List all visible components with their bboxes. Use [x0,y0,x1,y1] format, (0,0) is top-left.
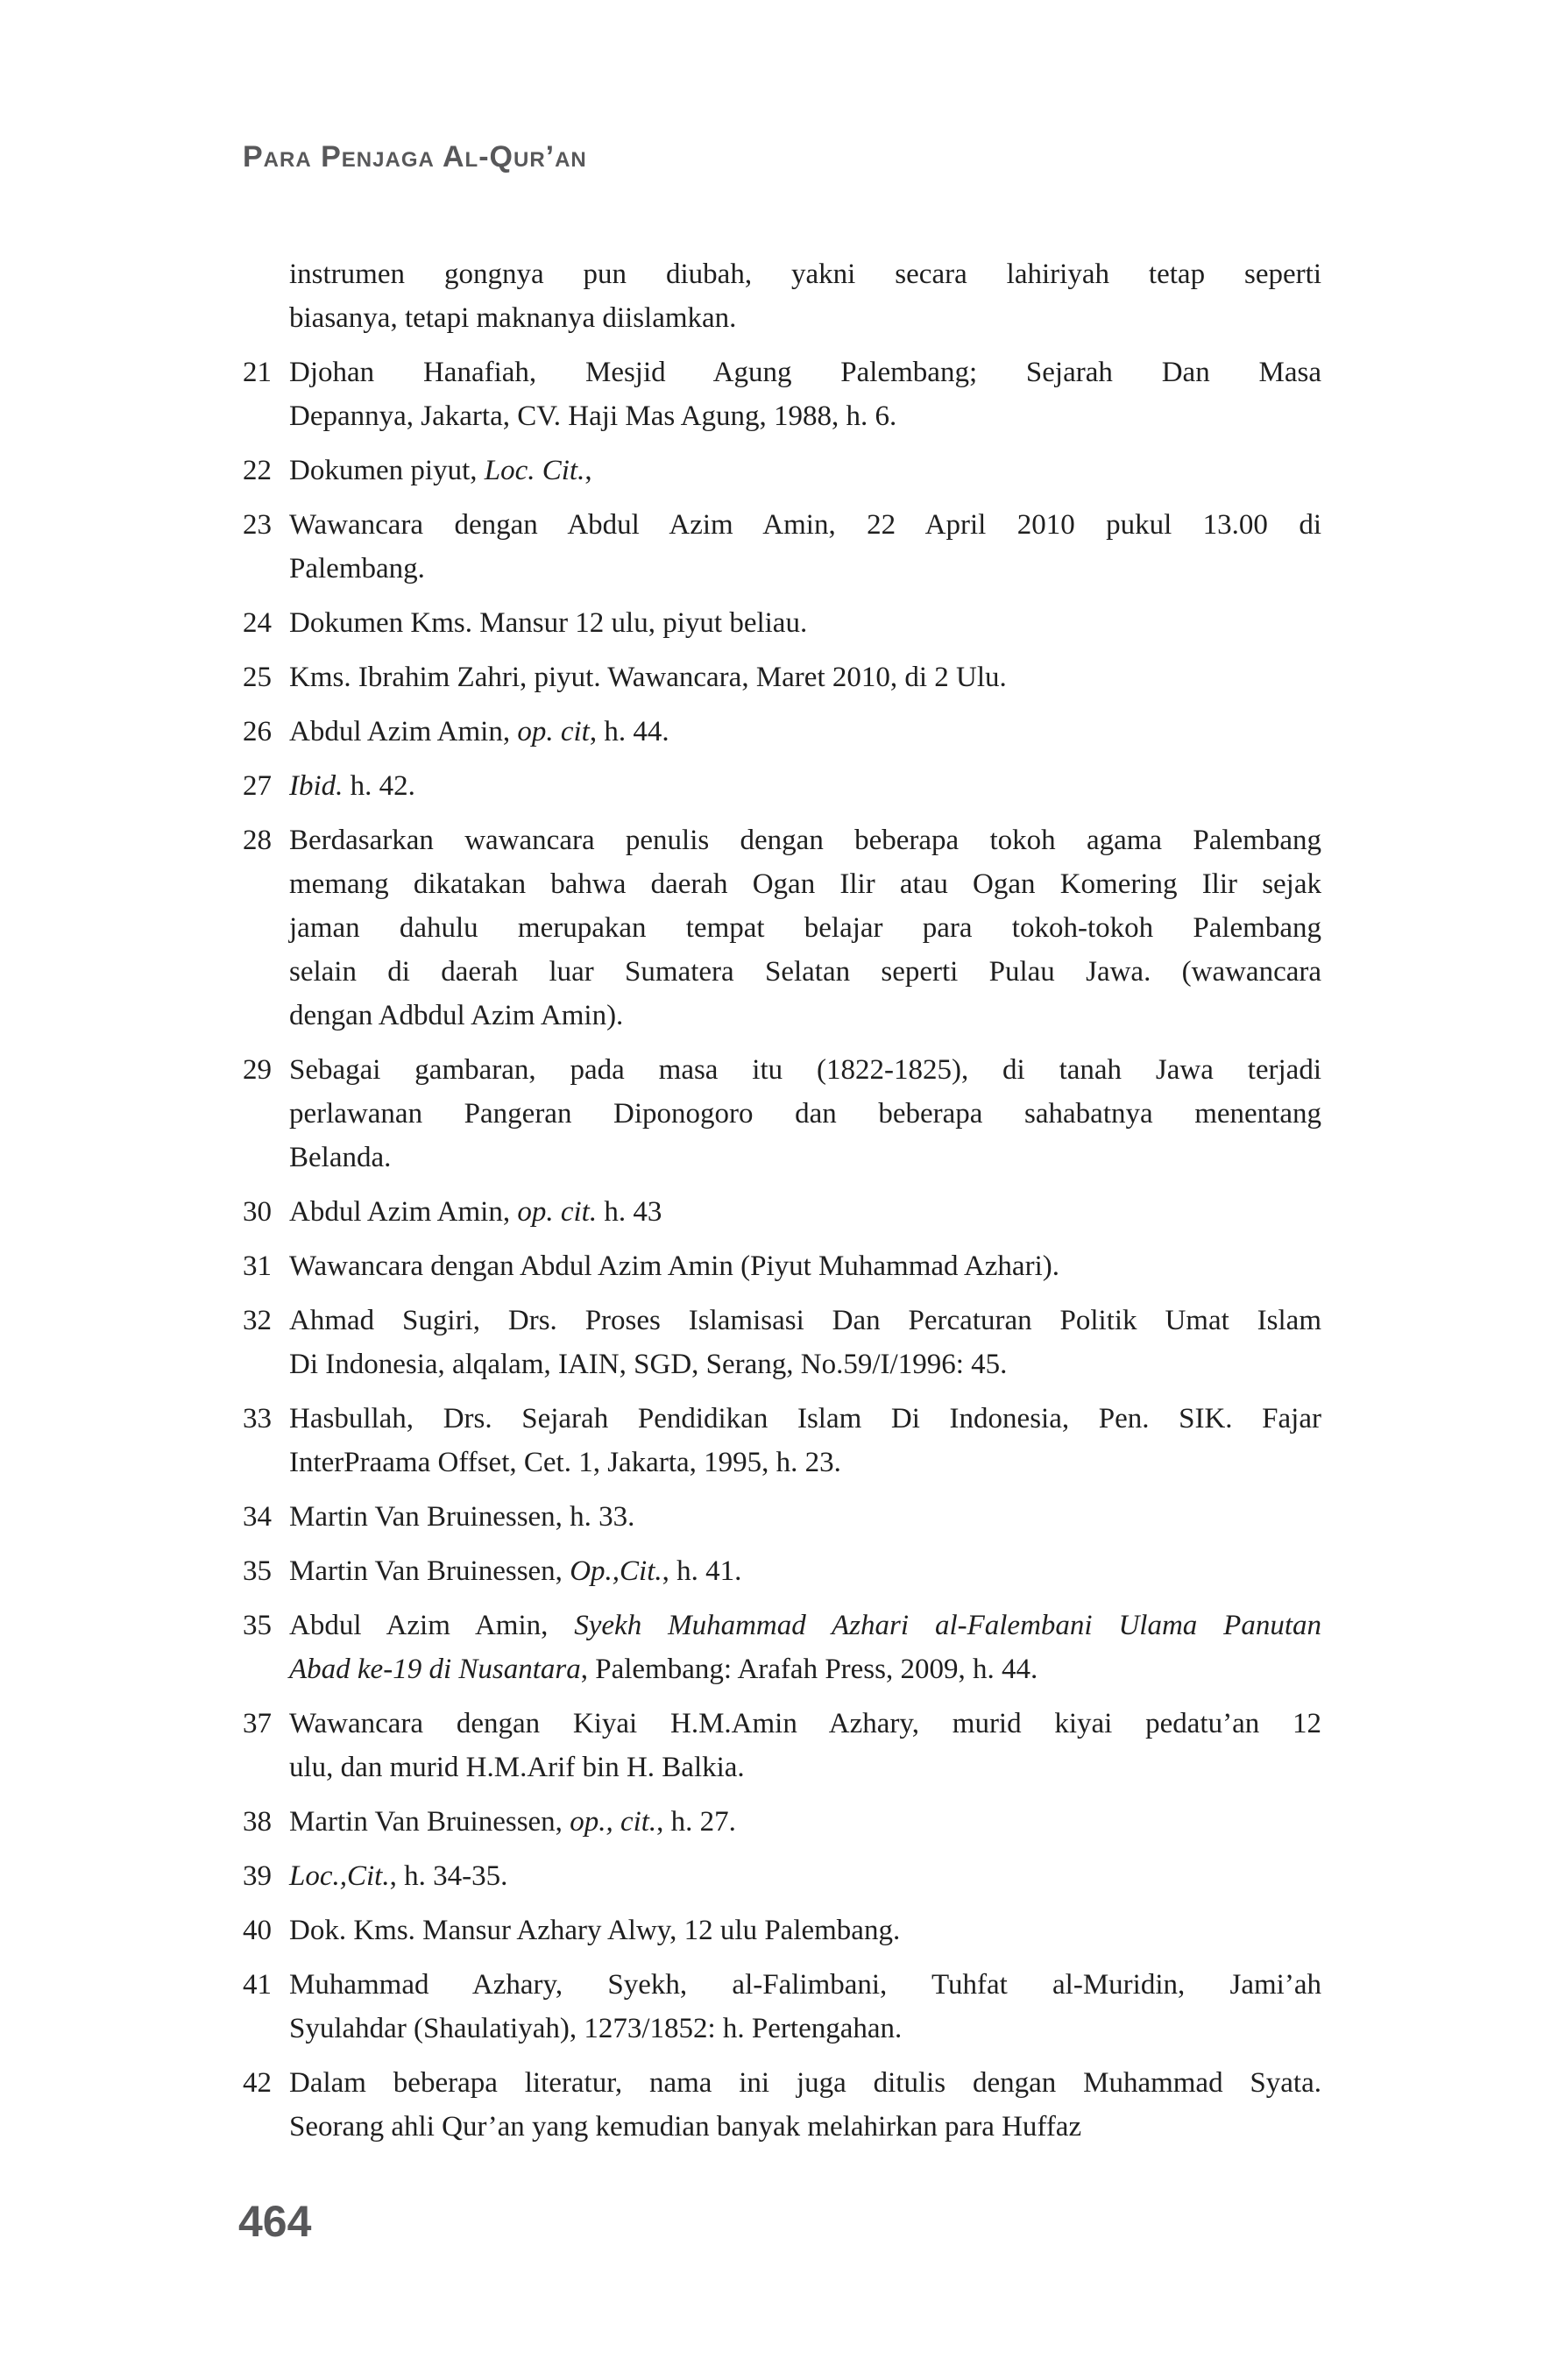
footnote-segment: Berdasarkan wawancara penulis dengan beberapa tokoh agama Palembang [289,825,1321,856]
footnote-line [289,1746,1321,1789]
footnote-segment: instrumen gongnya pun diubah, yakni secara lahiriyah tetap seperti [289,259,1321,290]
footnote-segment-italic: Loc.,Cit. [289,1860,390,1892]
footnote-item [243,710,1321,754]
footnote-line [289,710,1321,754]
footnote-line [289,1136,1321,1179]
footnote-text [289,1244,1321,1288]
footnotes-list [243,252,1321,2149]
footnote-text [289,818,1321,1038]
footnote-line [289,1441,1321,1484]
footnote-text [289,351,1321,438]
footnote-segment: ulu, dan murid H.M.Arif bin H. Balkia. [289,1752,745,1783]
footnote-item [243,449,1321,492]
footnote-segment: Muhammad Azhary, Syekh, al-Falimbani, Tuhfat al-Muridin, Jami’ah [289,1969,1321,2001]
footnote-number: 26 [243,716,272,747]
footnote-segment-italic: op. cit [517,716,590,747]
footnote-line [289,1244,1321,1288]
footnote-item [243,252,1321,340]
footnote-item [243,1909,1321,1952]
footnote-line [289,1647,1321,1691]
footnote-number: 37 [243,1708,272,1739]
footnote-segment: Kms. Ibrahim Zahri, piyut. Wawancara, Maret 2010, di 2 Ulu. [289,662,1007,693]
footnote-segment: perlawanan Pangeran Diponogoro dan beberapa sahabatnya menentang [289,1098,1321,1130]
footnote-line [289,906,1321,950]
footnote-segment: , h. 34-35. [389,1860,508,1892]
footnote-text [289,764,1321,808]
footnote-line [289,1854,1321,1898]
page-number: 464 [238,2197,312,2246]
footnote-text [289,503,1321,591]
footnote-item [243,601,1321,645]
footnote-line [289,1963,1321,2007]
footnote-text [289,655,1321,699]
footnote-segment: Wawancara dengan Abdul Azim Amin, 22 April 2010 pukul 13.00 di [289,509,1321,541]
footnote-line [289,2105,1321,2149]
footnote-number: 31 [243,1250,272,1282]
footnote-item [243,351,1321,438]
footnote-line [289,818,1321,862]
footnote-item [243,1299,1321,1386]
footnote-text [289,601,1321,645]
footnote-text [289,1800,1321,1844]
footnote-item [243,1244,1321,1288]
footnote-segment-italic: op. cit. [517,1196,598,1228]
footnote-segment: h. 42. [343,770,415,802]
footnote-segment: Ahmad Sugiri, Drs. Proses Islamisasi Dan Percaturan Politik Umat Islam [289,1305,1321,1336]
footnote-line [289,252,1321,296]
footnote-item [243,1549,1321,1593]
footnote-line [289,1495,1321,1539]
footnote-text [289,1048,1321,1179]
footnote-segment: Seorang ahli Qur’an yang kemudian banyak melahirkan para Huffaz [289,2111,1082,2143]
footnote-text [289,1702,1321,1789]
footnote-text [289,1854,1321,1898]
footnote-line [289,1604,1321,1647]
footnote-segment: Dokumen piyut, [289,455,485,486]
footnote-item [243,1800,1321,1844]
footnote-segment-italic: Ibid. [289,770,343,802]
footnote-segment: Djohan Hanafiah, Mesjid Agung Palembang; Sejarah Dan Masa [289,357,1321,388]
footnote-number: 22 [243,455,272,486]
footnote-number: 24 [243,607,272,639]
footnote-segment-italic: Abad ke-19 di Nusantara [289,1654,581,1685]
footnote-line [289,449,1321,492]
footnote-segment: memang dikatakan bahwa daerah Ogan Ilir atau Ogan Komering Ilir sejak [289,868,1321,900]
footnote-item [243,1048,1321,1179]
footnote-text [289,710,1321,754]
footnote-number: 32 [243,1305,272,1336]
chapter-header: Para Penjaga Al-Qur’an [243,140,587,174]
footnote-segment: h. 43 [597,1196,662,1228]
footnote-line [289,547,1321,591]
footnote-item [243,1397,1321,1484]
footnote-line [289,994,1321,1038]
footnote-line [289,1549,1321,1593]
footnote-line [289,2007,1321,2051]
footnote-number: 25 [243,662,272,693]
footnote-number: 40 [243,1915,272,1946]
footnote-item [243,764,1321,808]
footnote-line [289,950,1321,994]
footnote-segment-italic: op., cit. [570,1806,657,1838]
footnote-segment: Wawancara dengan Abdul Azim Amin (Piyut Muhammad Azhari). [289,1250,1059,1282]
footnote-segment: Martin Van Bruinessen, [289,1555,570,1587]
footnote-text [289,449,1321,492]
footnote-item [243,818,1321,1038]
footnote-number: 21 [243,357,272,388]
footnote-text [289,1909,1321,1952]
footnote-line [289,655,1321,699]
footnote-text [289,1495,1321,1539]
footnote-segment: Palembang. [289,553,425,584]
footnote-text [289,1190,1321,1234]
footnote-segment: Martin Van Bruinessen, [289,1806,570,1838]
footnote-item [243,2061,1321,2149]
footnote-segment: , h. 27. [656,1806,736,1838]
footnote-segment-italic: Op.,Cit. [570,1555,662,1587]
footnote-item [243,1702,1321,1789]
footnote-segment: dengan Adbdul Azim Amin). [289,1000,624,1031]
footnote-segment-italic: Loc. Cit. [484,455,585,486]
footnote-segment: , h. 44. [589,716,669,747]
footnote-line [289,862,1321,906]
footnote-text [289,1299,1321,1386]
footnote-segment: InterPraama Offset, Cet. 1, Jakarta, 1995, h. 23. [289,1447,841,1478]
footnote-item [243,1854,1321,1898]
footnote-number: 30 [243,1196,272,1228]
footnote-line [289,764,1321,808]
footnote-segment: Depannya, Jakarta, CV. Haji Mas Agung, 1988, h. 6. [289,400,897,432]
footnote-segment: Syulahdar (Shaulatiyah), 1273/1852: h. Pertengahan. [289,2013,903,2044]
footnote-segment: Dok. Kms. Mansur Azhary Alwy, 12 ulu Palembang. [289,1915,901,1946]
footnote-text [289,2061,1321,2149]
footnote-text [289,1604,1321,1691]
footnote-line [289,296,1321,340]
footnote-line [289,394,1321,438]
footnote-line [289,351,1321,394]
footnote-line [289,2061,1321,2105]
footnote-line [289,1190,1321,1234]
footnote-number: 33 [243,1403,272,1434]
footnote-item [243,1604,1321,1691]
footnote-segment: Martin Van Bruinessen, h. 33. [289,1501,635,1533]
footnote-segment: Belanda. [289,1142,392,1173]
footnote-segment: selain di daerah luar Sumatera Selatan seperti Pulau Jawa. (wawancara [289,956,1321,988]
footnote-segment: Hasbullah, Drs. Sejarah Pendidikan Islam Di Indonesia, Pen. SIK. Fajar [289,1403,1321,1434]
footnote-line [289,1048,1321,1092]
footnote-segment: , Palembang: Arafah Press, 2009, h. 44. [580,1654,1038,1685]
footnote-number: 35 [243,1610,272,1641]
footnote-number: 41 [243,1969,272,2001]
footnote-text [289,1963,1321,2051]
footnote-number: 23 [243,509,272,541]
footnote-item [243,1495,1321,1539]
footnote-number: 28 [243,825,272,856]
footnote-number: 42 [243,2067,272,2099]
footnote-segment: Abdul Azim Amin, [289,716,518,747]
footnote-line [289,1092,1321,1136]
footnote-item [243,1963,1321,2051]
footnote-number: 27 [243,770,272,802]
footnote-line [289,1702,1321,1746]
footnote-segment: Wawancara dengan Kiyai H.M.Amin Azhary, murid kiyai pedatu’an 12 [289,1708,1321,1739]
footnote-text [289,1397,1321,1484]
footnote-line [289,601,1321,645]
footnote-segment: Dalam beberapa literatur, nama ini juga ditulis dengan Muhammad Syata. [289,2067,1321,2099]
footnote-text [289,1549,1321,1593]
footnote-number: 29 [243,1054,272,1086]
footnote-segment: jaman dahulu merupakan tempat belajar para tokoh-tokoh Palembang [289,912,1321,944]
footnote-segment: , h. 41. [662,1555,742,1587]
footnote-number: 39 [243,1860,272,1892]
footnote-segment: biasanya, tetapi maknanya diislamkan. [289,302,737,334]
footnote-line [289,503,1321,547]
footnote-segment: Sebagai gambaran, pada masa itu (1822-1825), di tanah Jawa terjadi [289,1054,1321,1086]
footnote-item [243,655,1321,699]
footnote-item [243,503,1321,591]
footnote-segment-italic: Syekh Muhammad Azhari al-Falembani Ulama Panutan [574,1610,1322,1641]
footnote-segment: , [584,455,592,486]
footnote-line [289,1909,1321,1952]
footnote-number: 35 [243,1555,272,1587]
footnote-line [289,1397,1321,1441]
footnote-item [243,1190,1321,1234]
footnote-segment: Abdul Azim Amin, [289,1196,518,1228]
footnote-line [289,1342,1321,1386]
footnote-text [289,252,1321,340]
footnote-number: 34 [243,1501,272,1533]
footnote-line [289,1299,1321,1342]
footnote-line [289,1800,1321,1844]
footnote-segment: Dokumen Kms. Mansur 12 ulu, piyut beliau. [289,607,808,639]
footnote-segment: Abdul Azim Amin, [289,1610,575,1641]
footnote-number: 38 [243,1806,272,1838]
footnote-segment: Di Indonesia, alqalam, IAIN, SGD, Serang, No.59/I/1996: 45. [289,1349,1008,1380]
